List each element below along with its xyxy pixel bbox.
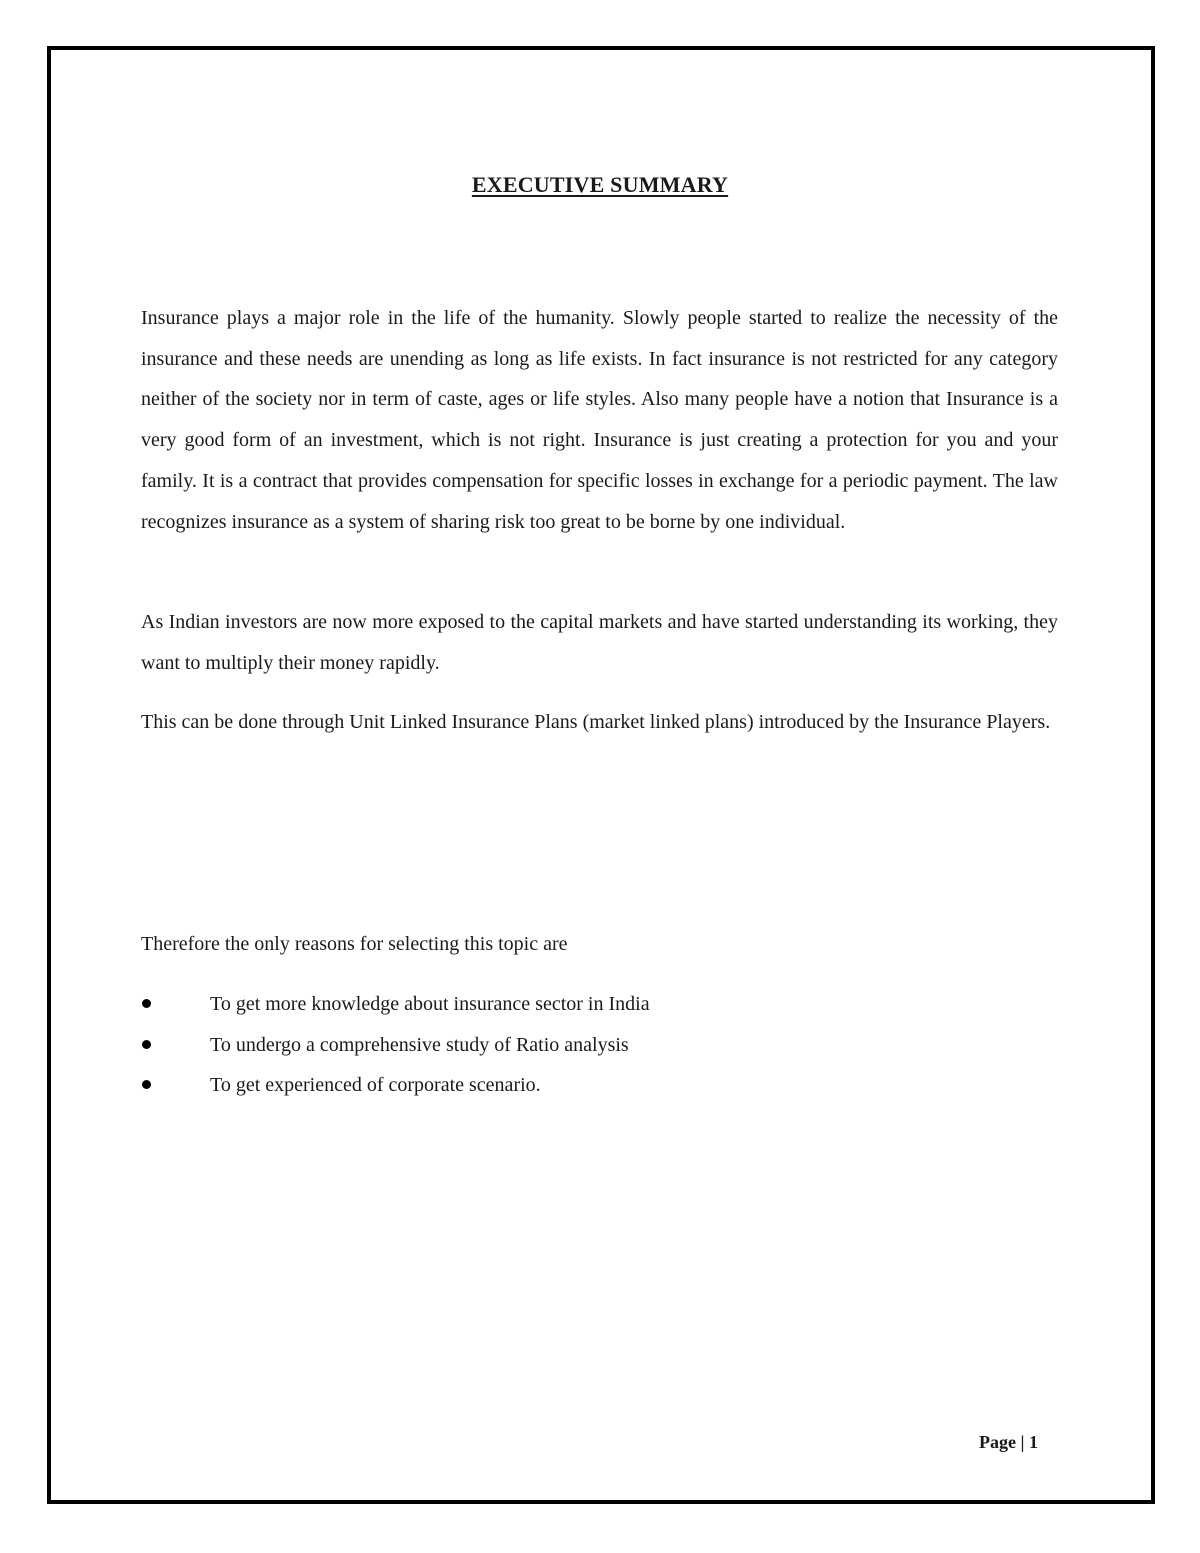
list-item-text: To undergo a comprehensive study of Ratio analysis [210, 1033, 629, 1056]
list-item-text: To get experienced of corporate scenario. [210, 1074, 541, 1096]
reasons-list [141, 984, 1058, 1106]
paragraph-text: Insurance plays a major role in the life of the humanity. Slowly people started to realize the necessity of the insurance and these needs are unending as long as life exists. In fact insurance is not restricted for any category neither of the society nor in term of caste, ages or life styles. Also many people have a notion that Insurance is a very good form of an investment, which is not right. Insurance is just creating a protection for you and your family. It is a contract that provides compensation for specific losses in exchange for a periodic payment. The law recognizes insurance as a system of sharing risk too great to be borne by one individual. [141, 307, 1058, 533]
list-item [141, 984, 1058, 1025]
paragraph-ulip [141, 702, 1058, 743]
page-border [47, 46, 1155, 1504]
page-title: EXECUTIVE SUMMARY [471, 172, 729, 197]
bullet-icon [142, 999, 151, 1008]
bullet-icon [142, 1040, 151, 1049]
paragraph-insurance-role [141, 298, 1058, 542]
reasons-intro-text: Therefore the only reasons for selecting this topic are [141, 933, 568, 955]
reasons-intro [141, 924, 1058, 965]
paragraph-text: This can be done through Unit Linked Insurance Plans (market linked plans) introduced by the Insurance Players. [141, 711, 1051, 733]
list-item-text: To get more knowledge about insurance sector in India [210, 993, 650, 1015]
list-item [141, 1025, 1058, 1066]
paragraph-indian-investors [141, 602, 1058, 683]
bullet-icon [142, 1080, 151, 1089]
list-item [141, 1065, 1058, 1106]
page-number: Page | 1 [979, 1432, 1038, 1452]
paragraph-text: As Indian investors are now more exposed to the capital markets and have started understanding its working, they want to multiply their money rapidly. [141, 611, 1058, 674]
